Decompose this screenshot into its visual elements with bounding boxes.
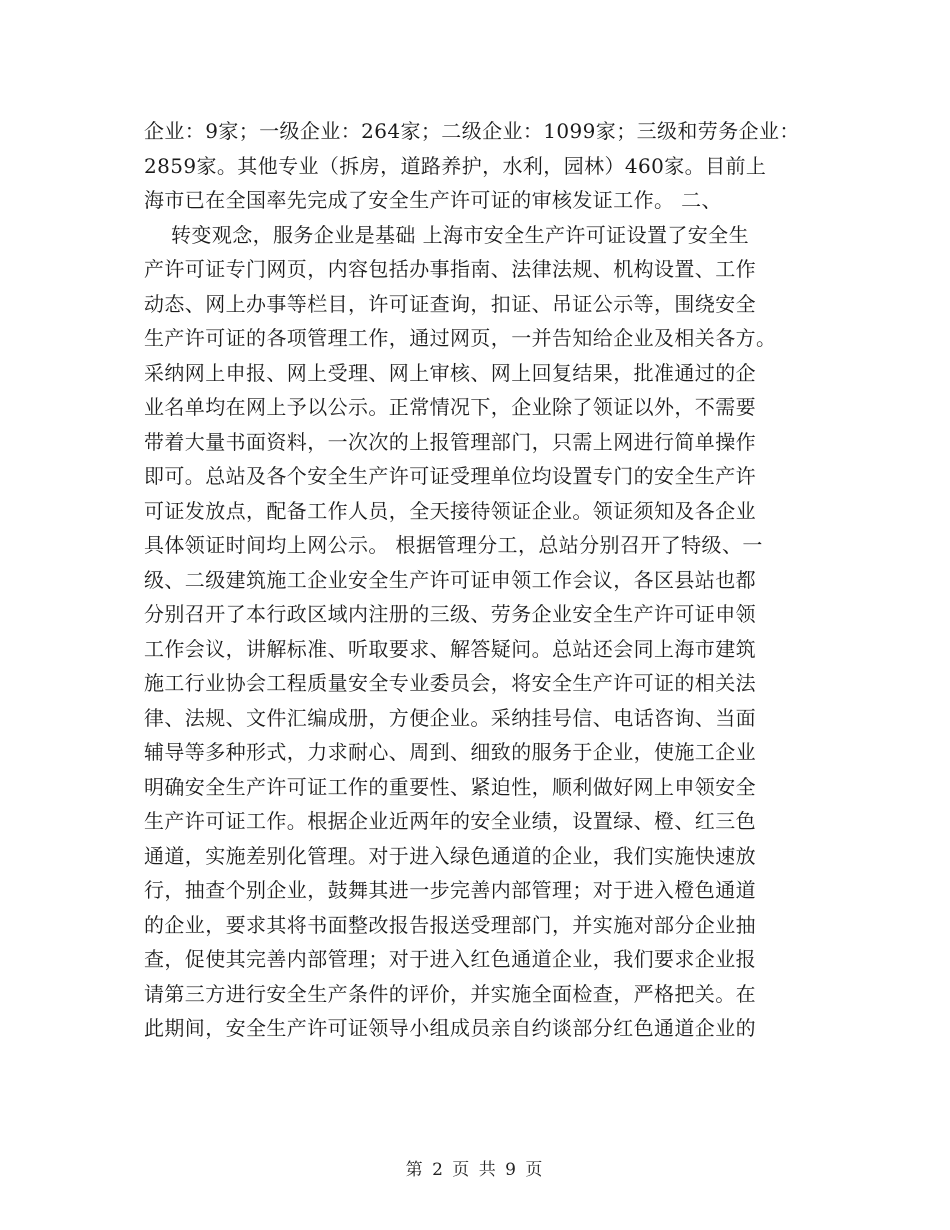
text-line: 施工行业协会工程质量安全专业委员会，将安全生产许可证的相关法 (144, 671, 756, 695)
text-line: 业名单均在网上予以公示。正常情况下，企业除了领证以外，不需要 (144, 395, 756, 419)
text-line: 请第三方进行安全生产条件的评价，并实施全面检查，严格把关。在 (144, 981, 756, 1006)
text-line: 查，促使其完善内部管理；对于进入红色通道企业，我们要求企业报 (144, 947, 756, 971)
text-line: 的企业，要求其将书面整改报告报送受理部门，并实施对部分企业抽 (144, 912, 756, 937)
text-line: 生产许可证工作。根据企业近两年的安全业绩，设置绿、橙、红三色 (144, 809, 756, 833)
text-line: 海市已在全国率先完成了安全生产许可证的审核发证工作。 二、 (144, 188, 722, 212)
text-line: 企业：9家；一级企业：264家；二级企业：1099家；三级和劳务企业： (144, 119, 800, 143)
text-line: 带着大量书面资料，一次次的上报管理部门，只需上网进行简单操作 (144, 429, 756, 454)
text-line: 辅导等多种形式，力求耐心、周到、细致的服务于企业，使施工企业 (144, 740, 756, 764)
text-line: 具体领证时间均上网公示。 根据管理分工，总站分别召开了特级、一 (144, 533, 763, 557)
text-line: 通道，实施差别化管理。对于进入绿色通道的企业，我们实施快速放 (144, 843, 756, 868)
text-line: 明确安全生产许可证工作的重要性、紧迫性，顺利做好网上申领安全 (144, 774, 756, 799)
text-line: 生产许可证的各项管理工作，通过网页，一并告知给企业及相关各方。 (144, 326, 777, 350)
text-line: 2859家。其他专业（拆房，道路养护，水利，园林）460家。目前上 (144, 153, 767, 178)
text-line: 动态、网上办事等栏目，许可证查询，扣证、吊证公示等，围绕安全 (144, 291, 756, 316)
text-line: 工作会议，讲解标准、听取要求、解答疑问。总站还会同上海市建筑 (144, 636, 756, 661)
text-line: 分别召开了本行政区域内注册的三级、劳务企业安全生产许可证申领 (144, 602, 756, 626)
text-line: 律、法规、文件汇编成册，方便企业。采纳挂号信、电话咨询、当面 (144, 705, 756, 730)
text-line: 采纳网上申报、网上受理、网上审核、网上回复结果，批准通过的企 (144, 360, 756, 385)
text-line: 转变观念，服务企业是基础 上海市安全生产许可证设置了安全生 (144, 222, 749, 247)
text-line: 产许可证专门网页，内容包括办事指南、法律法规、机构设置、工作 (144, 257, 756, 281)
page-footer: 第 2 页 共 9 页 (405, 1160, 545, 1180)
text-line: 即可。总站及各个安全生产许可证受理单位均设置专门的安全生产许 (144, 464, 756, 488)
text-line: 可证发放点，配备工作人员，全天接待领证企业。领证须知及各企业 (144, 498, 756, 523)
text-line: 级、二级建筑施工企业安全生产许可证申领工作会议，各区县站也都 (144, 567, 756, 592)
text-line: 行，抽查个别企业，鼓舞其进一步完善内部管理；对于进入橙色通道 (144, 878, 756, 902)
body-text (144, 114, 814, 1046)
text-line: 此期间，安全生产许可证领导小组成员亲自约谈部分红色通道企业的 (144, 1016, 756, 1040)
